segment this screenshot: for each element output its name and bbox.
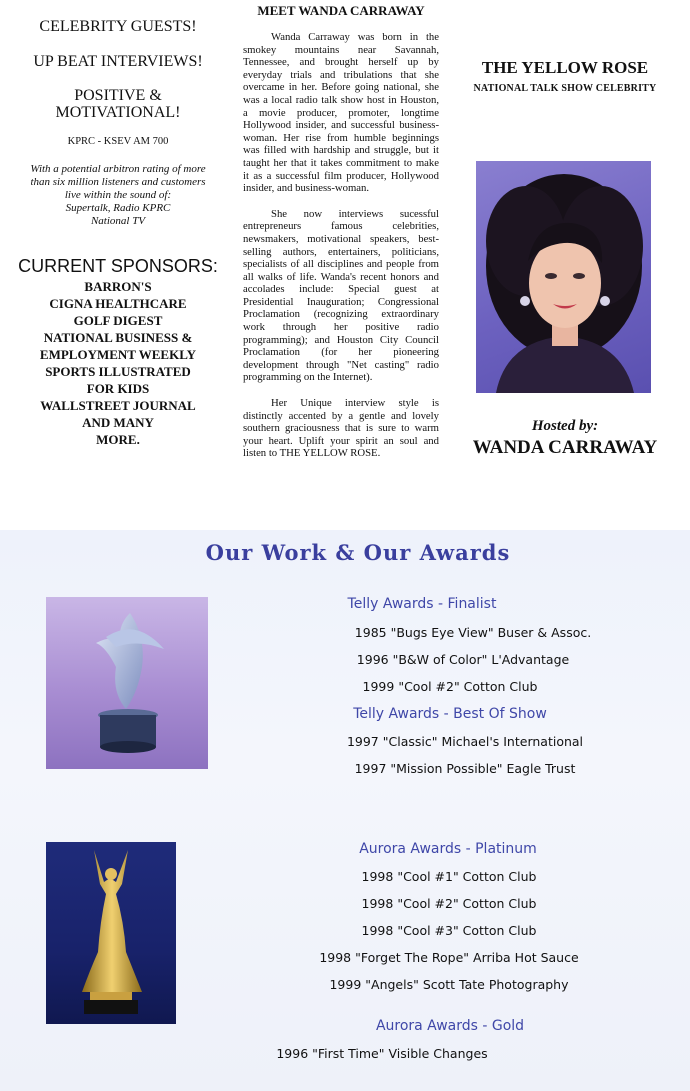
aurora-gold-heading: Aurora Awards - Gold	[375, 1018, 525, 1034]
award-entry: 1998 "Cool #2" Cotton Club	[361, 896, 537, 911]
bio-paragraph: Her Unique interview style is distinctly accented by a gentle and lovely southern graciousness that is sure to warm your heart. Uplift your spirit an soul and listen to THE YELLOW ROSE.	[243, 397, 439, 460]
show-title: THE YELLOW ROSE	[481, 58, 649, 77]
host-portrait-illustration	[476, 161, 651, 393]
sponsor-item: SPORTS ILLUSTRATED	[45, 364, 191, 379]
host-name: WANDA CARRAWAY	[472, 437, 658, 458]
bio-heading: MEET WANDA CARRAWAY	[257, 3, 425, 18]
award-entry: 1998 "Cool #1" Cotton Club	[361, 869, 537, 884]
brochure-panel	[0, 0, 690, 530]
telly-best-heading: Telly Awards - Best Of Show	[353, 706, 547, 722]
award-entry: 1999 "Cool #2" Cotton Club	[362, 679, 538, 694]
bio-column	[243, 3, 439, 473]
awards-title: Our Work & Our Awards	[205, 540, 511, 565]
arbitron-line: National TV	[90, 215, 146, 227]
show-subtitle: NATIONAL TALK SHOW CELEBRITY	[473, 83, 657, 94]
arbitron-line: than six million listeners and customers	[30, 176, 206, 188]
motivational-line: MOTIVATIONAL!	[55, 104, 181, 121]
aurora-platinum-heading: Aurora Awards - Platinum	[359, 841, 537, 857]
host-portrait	[476, 161, 651, 393]
bio-paragraph: Wanda Carraway was born in the smokey mountains near Savannah, Tennessee, and brought herself up by everyday trials and tribulations that she overcame in her. Before going national, she was a local radio talk show host in Houston, a movie producer, promoter, longtime Hollywood insider, and successful business-woman. Her rise from humble beginnings was filled with hardship and struggle, but it taught her that it takes commitment to make it as a successful film producer, Hollywood insider, and business-woman.	[243, 31, 439, 195]
sponsors-list	[18, 278, 218, 448]
sponsors-heading: CURRENT SPONSORS:	[18, 256, 218, 276]
sponsor-item: CIGNA HEALTHCARE	[49, 296, 187, 311]
sponsor-item: WALLSTREET JOURNAL	[40, 398, 196, 413]
award-entry: 1997 "Mission Possible" Eagle Trust	[354, 761, 576, 776]
celebrity-guests-line: CELEBRITY GUESTS!	[39, 18, 197, 35]
positive-line: POSITIVE &	[74, 87, 162, 104]
hosted-by-label: Hosted by:	[531, 418, 599, 434]
sponsor-item: BARRON'S	[84, 279, 152, 294]
telly-award-image	[46, 597, 208, 769]
sponsor-item: GOLF DIGEST	[73, 313, 163, 328]
telly-statue-illustration	[46, 597, 208, 769]
sponsor-item: MORE.	[96, 432, 140, 447]
sponsor-item: AND MANY	[82, 415, 154, 430]
awards-section	[0, 530, 690, 1091]
bio-paragraph: She now interviews sucessful entrepreneurs famous celebrities, newsmakers, motivational speakers, best-selling authors, entertainers, politicians, specialists of all disciplines and people from all walks of life. Wanda's recent honors and accolades include: Special guest at Presidential Inauguration; Congressional Proclamation (recognizing extraordinary work through her positive radio programming); and Houston City Council Proclamation (for her pioneering development through "Net casting" radio programming on the Internet).	[243, 207, 439, 384]
arbitron-line: live within the sound of:	[64, 189, 172, 201]
telly-finalist-heading: Telly Awards - Finalist	[347, 596, 497, 612]
sponsor-item: EMPLOYMENT WEEKLY	[39, 347, 197, 362]
award-entry: 1997 "Classic" Michael's International	[346, 734, 584, 749]
award-entry: 1996 "First Time" Visible Changes	[276, 1046, 488, 1061]
sponsor-item: FOR KIDS	[86, 381, 150, 396]
upbeat-interviews-line: UP BEAT INTERVIEWS!	[33, 53, 203, 70]
aurora-statue-illustration	[46, 842, 176, 1024]
sponsor-item: NATIONAL BUSINESS &	[43, 330, 193, 345]
aurora-award-image	[46, 842, 176, 1024]
award-entry: 1996 "B&W of Color" L'Advantage	[356, 652, 570, 667]
award-entry: 1999 "Angels" Scott Tate Photography	[329, 977, 569, 992]
award-entry: 1998 "Forget The Rope" Arriba Hot Sauce	[319, 950, 579, 965]
arbitron-line: Supertalk, Radio KPRC	[65, 202, 171, 214]
award-entry: 1985 "Bugs Eye View" Buser & Assoc.	[354, 625, 592, 640]
arbitron-text	[18, 163, 218, 228]
award-entry: 1998 "Cool #3" Cotton Club	[361, 923, 537, 938]
station-line: KPRC - KSEV AM 700	[67, 136, 169, 147]
arbitron-line: With a potential arbitron rating of more	[30, 163, 206, 175]
